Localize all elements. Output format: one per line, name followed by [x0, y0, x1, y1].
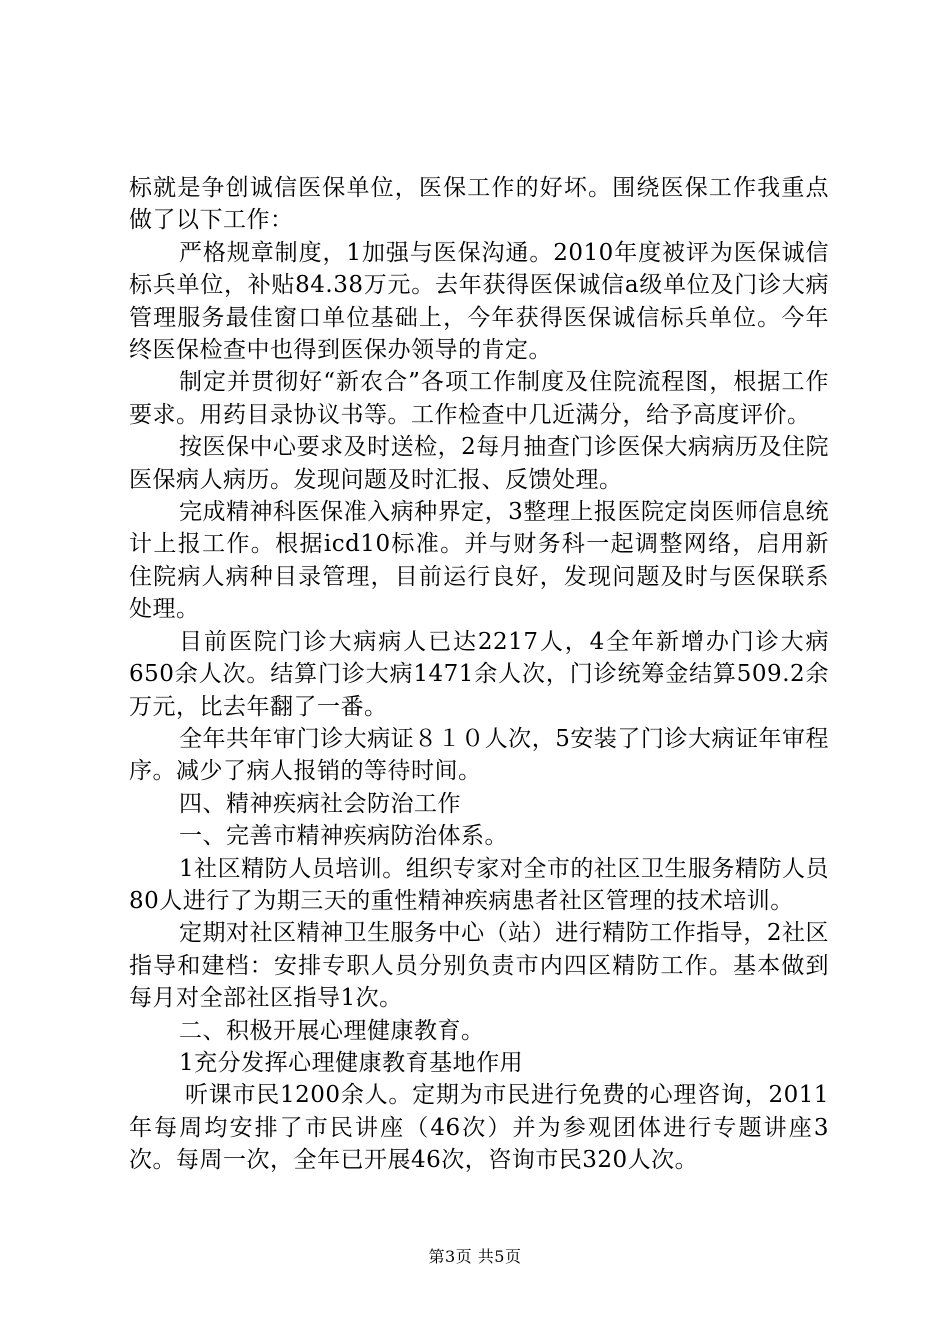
document-body — [129, 172, 829, 1177]
paragraph-continuation: 标就是争创诚信医保单位，医保工作的好坏。围绕医保工作我重点做了以下工作： — [129, 175, 829, 234]
paragraph-lectures: 听课市民1200余人。定期为市民进行免费的心理咨询，2011年每周均安排了市民讲座（46次）并为参观团体进行专题讲座3次。每周一次，全年已开展46次，咨询市民320人次。 — [129, 1082, 829, 1174]
subsection-heading-prevention-system: 一、完善市精神疾病防治体系。 — [179, 823, 508, 850]
paragraph-community-guidance: 定期对社区精神卫生服务中心（站）进行精防工作指导，2社区指导和建档：安排专职人员分别负责市内四区精防工作。基本做到每月对全部社区指导1次。 — [129, 920, 829, 1012]
paragraph-new-rural-cooperative: 制定并贯彻好“新农合”各项工作制度及住院流程图，根据工作要求。用药目录协议书等。工作检查中几近满分，给予高度评价。 — [129, 369, 829, 428]
paragraph-outpatient-statistics: 目前医院门诊大病病人已达2217人，4全年新增办门诊大病650余人次。结算门诊大病1471余人次，门诊统筹金结算509.2余万元，比去年翻了一番。 — [129, 628, 829, 720]
paragraph-medical-insurance-rules: 严格规章制度，1加强与医保沟通。2010年度被评为医保诚信标兵单位，补贴84.38万元。去年获得医保诚信a级单位及门诊大病管理服务最佳窗口单位基础上，今年获得医保诚信标兵单位。今年终医保检查中也得到医保办领导的肯定。 — [129, 239, 829, 364]
paragraph-annual-review: 全年共年审门诊大病证８１０人次，5安装了门诊大病证年审程序。减少了病人报销的等待时间。 — [129, 725, 829, 785]
paragraph-disease-definition: 完成精神科医保准入病种界定，3整理上报医院定岗医师信息统计上报工作。根据icd10标准。并与财务科一起调整网络，启用新住院病人病种目录管理，目前运行良好，发现问题及时与医保联系处理。 — [129, 499, 829, 623]
paragraph-community-training: 1社区精防人员培训。组织专家对全市的社区卫生服务精防人员80人进行了为期三天的重性精神疾病患者社区管理的技术培训。 — [129, 855, 829, 914]
paragraph-inspection: 按医保中心要求及时送检，2每月抽查门诊医保大病病历及住院医保病人病历。发现问题及时汇报、反馈处理。 — [129, 434, 829, 493]
paragraph-education-base: 1充分发挥心理健康教育基地作用 — [179, 1049, 524, 1076]
page-number-footer: 第3页 共5页 — [428, 1247, 522, 1266]
section-heading-mental-illness: 四、精神疾病社会防治工作 — [179, 790, 461, 817]
subsection-heading-health-education: 二、积极开展心理健康教育。 — [179, 1017, 485, 1044]
